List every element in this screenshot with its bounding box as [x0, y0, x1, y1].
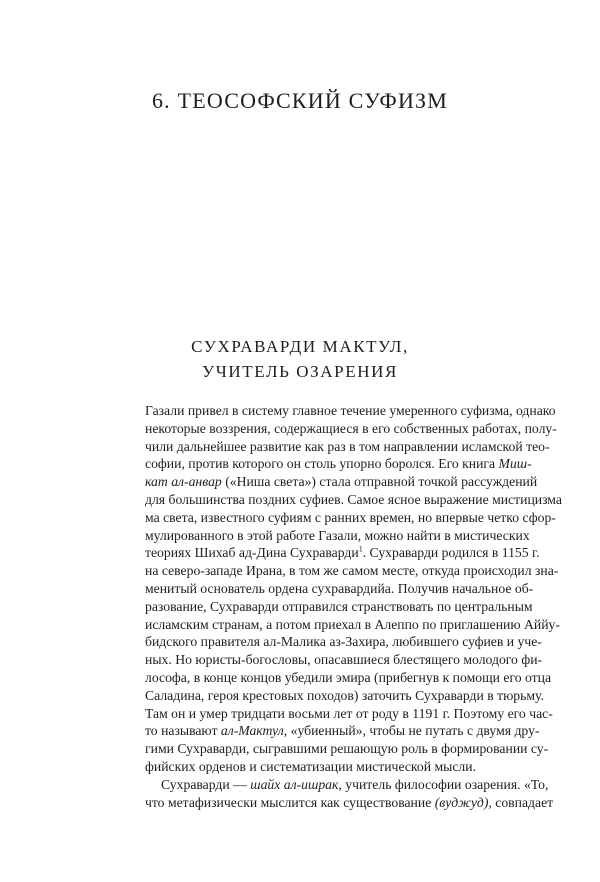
text-line: фийских орденов и систематизации мистической мысли.: [145, 758, 476, 774]
text-line: ных. Но юристы-богословы, опасавшиеся блестящего молодого фи-: [145, 652, 543, 668]
text-line: исламским странам, а потом приехал в Алеппо по приглашению Аййу-: [145, 616, 560, 632]
text-line: Саладина, героя крестовых походов) заточить Сухраварди в тюрьму.: [145, 687, 544, 703]
section-title-line-2: УЧИТЕЛЬ ОЗАРЕНИЯ: [202, 362, 398, 381]
text-line: ма света, известного суфиям с ранних времен, но впервые четко сфор-: [145, 509, 556, 525]
text-line: гими Сухраварди, сыгравшими решающую роль в формировании су-: [145, 741, 549, 757]
chapter-title: 6. ТЕОСОФСКИЙ СУФИЗМ: [151, 88, 449, 113]
body-text: [145, 402, 562, 811]
text-line: для большинства поздних суфиев. Самое ясное выражение мистицизма: [145, 491, 562, 507]
text-line: Там он и умер тридцати восьми лет от роду в 1191 г. Поэтому его час-: [145, 705, 553, 721]
text-line: теориях Шихаб ад-Дина Сухраварди$^1$. Сухраварди родился в 1155 г.: [145, 544, 540, 561]
text-line: Газали привел в систему главное течение умеренного суфизма, однако: [145, 403, 556, 418]
text-line: некоторые воззрения, содержащиеся в его собственных работах, полу-: [145, 420, 557, 436]
text-line: на северо-западе Ирана, в том же самом месте, откуда происходил зна-: [145, 563, 559, 579]
text-line: менитый основатель ордена сухравардийа. Получив начальное об-: [145, 580, 534, 596]
text-line: софии, против которого он столь упорно боролся. Его книга Миш-: [145, 456, 532, 472]
text-line: лософа, в конце концов убедили эмира (прибегнув к помощи его отца: [145, 669, 552, 685]
text-line: кат ал-анвар («Ниша света») стала отправной точкой рассуждений: [145, 474, 538, 490]
text-line: что метафизически мыслится как существование (вуджуд), совпадает: [145, 794, 554, 810]
text-line: разование, Сухраварди отправился странствовать по центральным: [145, 598, 533, 614]
text-line: чили дальнейшее развитие как раз в том направлении исламской тео-: [145, 438, 550, 454]
text-line: бидского правителя ал-Малика аз-Захира, любившего суфиев и уче-: [145, 634, 542, 650]
section-title-line-1: СУХРАВАРДИ МАКТУЛ,: [191, 337, 409, 356]
section-title: [0, 334, 600, 384]
text-line: Сухраварди — шайх ал-ишрак, учитель философии озарения. «То,: [161, 776, 549, 792]
footnote-marker: 1: [358, 544, 363, 554]
text-line: мулированного в этой работе Газали, можно найти в мистических: [145, 527, 530, 543]
text-line: то называют ал-Мактул, «убиенный», чтобы не путать с двумя дру-: [145, 723, 540, 739]
